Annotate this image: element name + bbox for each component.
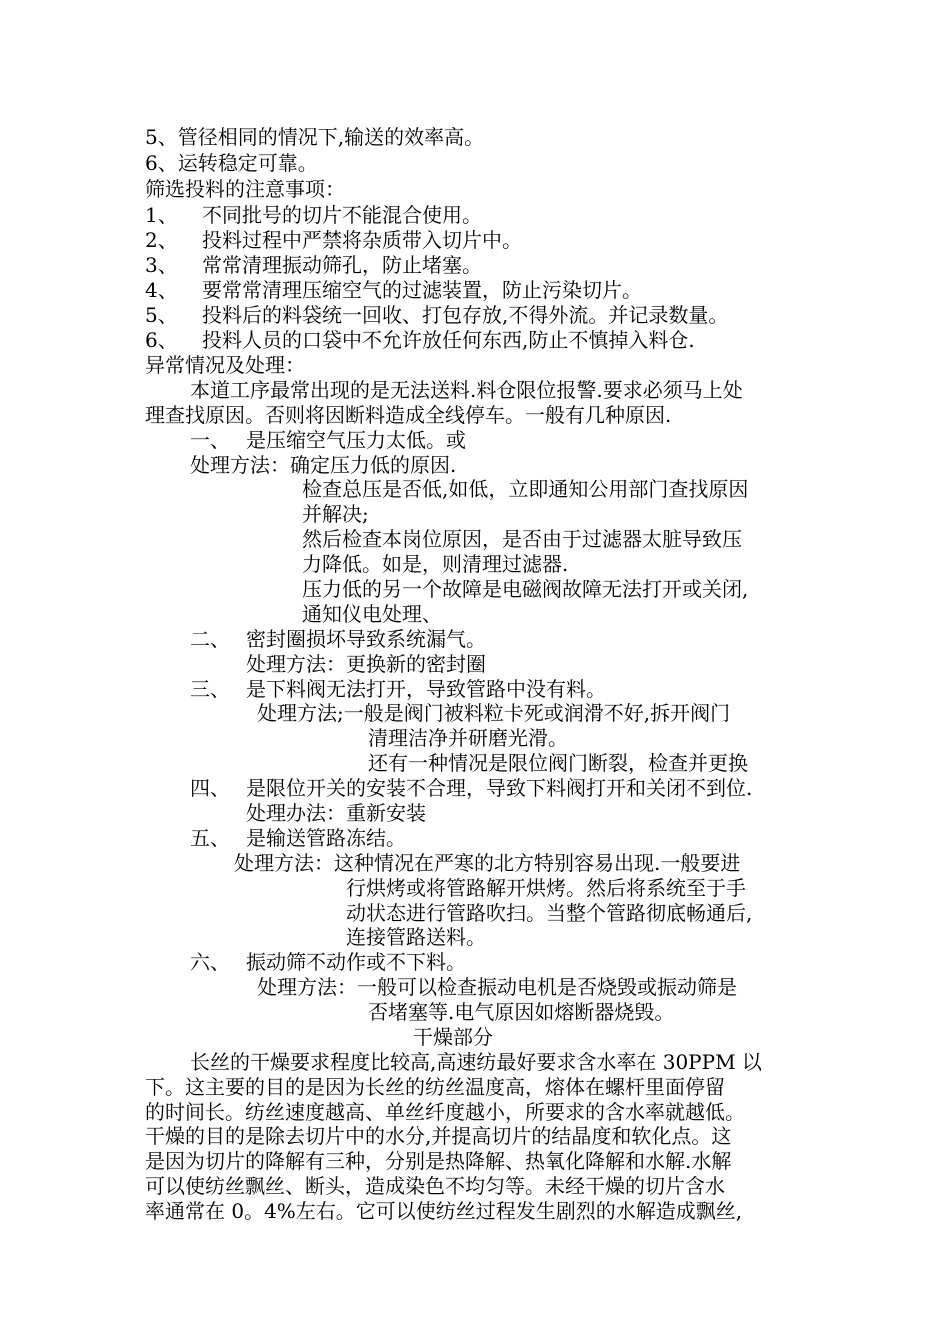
screening-item-number: 3、 [145, 253, 178, 277]
cause-method: 处理方法：确定压力低的原因. [190, 453, 457, 477]
section-title: 干燥部分 [413, 1025, 493, 1049]
cause-number: 二、 [190, 627, 230, 651]
cause-number: 五、 [190, 826, 230, 850]
cause-detail: 否堵塞等.电气原因如熔断器烧毁。 [368, 1000, 675, 1024]
screening-item-text: 要常常清理压缩空气的过滤装置，防止污染切片。 [202, 278, 642, 302]
intro-line-6: 6、运转稳定可靠。 [145, 151, 318, 175]
screening-item-text: 常常清理振动筛孔，防止堵塞。 [202, 253, 482, 277]
cause-method: 处理方法：这种情况在严寒的北方特别容易出现.一般要进 [234, 851, 741, 875]
cause-detail: 压力低的另一个故障是电磁阀故障无法打开或关闭, [302, 577, 749, 601]
cause-detail: 清理洁净并研磨光滑。 [368, 726, 568, 750]
cause-title: 振动筛不动作或不下料。 [246, 950, 466, 974]
drying-paragraph-line: 是因为切片的降解有三种，分别是热降解、热氧化降解和水解.水解 [145, 1149, 732, 1173]
cause-title: 是下料阀无法打开，导致管路中没有料。 [246, 677, 606, 701]
drying-paragraph-line: 的时间长。纺丝速度越高、单丝纤度越小，所要求的含水率就越低。 [145, 1100, 745, 1124]
cause-detail: 通知仪电处理、 [302, 602, 442, 626]
screening-heading: 筛选投料的注意事项： [145, 177, 345, 201]
screening-item-text: 投料后的料袋统一回收、打包存放,不得外流。并记录数量。 [202, 303, 729, 327]
cause-number: 六、 [190, 950, 230, 974]
cause-detail: 行烘烤或将管路解开烘烤。然后将系统至于手 [346, 876, 746, 900]
cause-detail: 检查总压是否低,如低，立即通知公用部门查找原因 [302, 477, 749, 501]
cause-number: 一、 [190, 428, 230, 452]
drying-paragraph-line: 下。这主要的目的是因为长丝的纺丝温度高，熔体在螺杆里面停留 [145, 1075, 725, 1099]
abnormal-heading: 异常情况及处理： [145, 353, 305, 377]
screening-item-number: 4、 [145, 278, 178, 302]
cause-title: 是压缩空气压力太低。或 [246, 428, 466, 452]
screening-item-text: 投料人员的口袋中不允许放任何东西,防止不慎掉入料仓. [202, 328, 695, 352]
cause-number: 三、 [190, 677, 230, 701]
cause-detail: 力降低。如是，则清理过滤器. [302, 552, 569, 576]
cause-method: 处理办法：重新安装 [246, 801, 426, 825]
drying-paragraph-line: 长丝的干燥要求程度比较高,高速纺最好要求含水率在 30PPM 以 [190, 1050, 762, 1074]
cause-title: 是限位开关的安装不合理，导致下料阀打开和关闭不到位. [246, 776, 753, 800]
cause-detail: 然后检查本岗位原因，是否由于过滤器太脏导致压 [302, 527, 742, 551]
intro-line-5: 5、管径相同的情况下,输送的效率高。 [145, 125, 485, 149]
cause-detail: 并解决; [302, 502, 369, 526]
abnormal-intro-line: 本道工序最常出现的是无法送料.料仓限位报警.要求必须马上处 [190, 378, 743, 402]
cause-method: 处理方法;一般是阀门被料粒卡死或润滑不好,拆开阀门 [257, 701, 731, 725]
cause-method: 处理方法：更换新的密封圈 [246, 652, 486, 676]
cause-detail: 还有一种情况是限位阀门断裂，检查并更换 [368, 751, 748, 775]
cause-detail: 动状态进行管路吹扫。当整个管路彻底畅通后, [346, 901, 753, 925]
cause-detail: 连接管路送料。 [346, 925, 486, 949]
cause-title: 密封圈损坏导致系统漏气。 [246, 627, 486, 651]
cause-title: 是输送管路冻结。 [246, 826, 406, 850]
screening-item-number: 1、 [145, 203, 178, 227]
screening-item-number: 5、 [145, 303, 178, 327]
screening-item-text: 投料过程中严禁将杂质带入切片中。 [202, 228, 522, 252]
drying-paragraph-line: 干燥的目的是除去切片中的水分,并提高切片的结晶度和软化点。这 [145, 1124, 732, 1148]
cause-method: 处理方法：一般可以检查振动电机是否烧毁或振动筛是 [257, 975, 737, 999]
drying-paragraph-line: 率通常在 0。4%左右。它可以使纺丝过程发生剧烈的水解造成飘丝, [145, 1199, 743, 1223]
drying-paragraph-line: 可以使纺丝飘丝、断头，造成染色不均匀等。未经干燥的切片含水 [145, 1174, 725, 1198]
abnormal-intro-line: 理查找原因。否则将因断料造成全线停车。一般有几种原因. [145, 403, 672, 427]
screening-item-number: 2、 [145, 228, 178, 252]
cause-number: 四、 [190, 776, 230, 800]
screening-item-number: 6、 [145, 328, 178, 352]
screening-item-text: 不同批号的切片不能混合使用。 [202, 203, 482, 227]
